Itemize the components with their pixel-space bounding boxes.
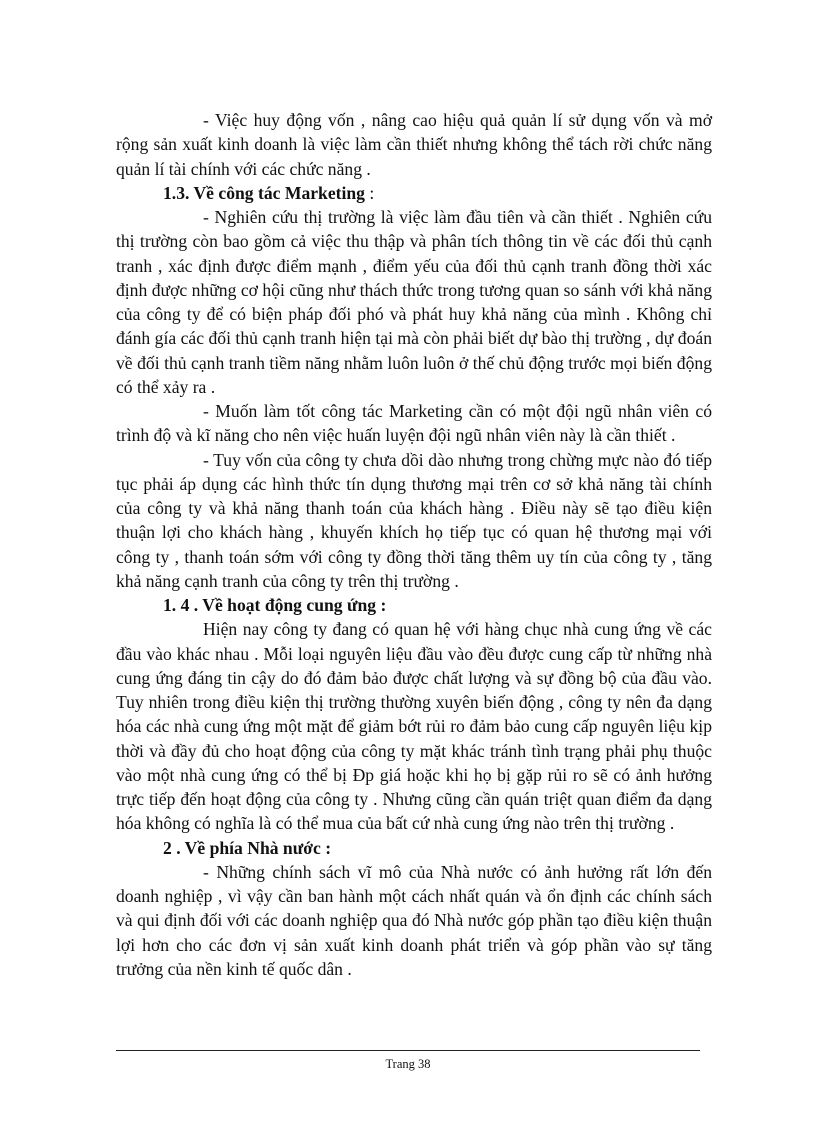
paragraph: - Tuy vốn của công ty chưa dồi dào nhưng trong chừng mực nào đó tiếp tục phải áp dụng các hình thức tín dụng thương mại trên cơ sở khả năng tài chính của công ty và khả năng thanh toán của khách hàng . Điều này sẽ tạo điều kiện thuận lợi cho khách hàng , khuyến khích họ tiếp tục có quan hệ thương mại với công ty , thanh toán sớm với công ty đồng thời tăng thêm uy tín của công ty , tăng khả năng cạnh tranh của công ty trên thị trường . [116,449,712,591]
page-number: Trang 38 [385,1057,431,1071]
footer-divider [116,1050,700,1051]
paragraph: - Việc huy động vốn , nâng cao hiệu quả quản lí sử dụng vốn và mở rộng sản xuất kinh doanh là việc làm cần thiết nhưng không thể tách rời chức năng quản lí tài chính với các chức năng . [116,110,712,179]
paragraph: - Những chính sách vĩ mô của Nhà nước có ảnh hưởng rất lớn đến doanh nghiệp , vì vậy cần ban hành một cách nhất quán và ổn định các chính sách và qui định đối với các doanh nghiệp qua đó Nhà nước góp phần tạo điều kiện thuận lợi hơn cho các đơn vị sản xuất kinh doanh phát triển và góp phần vào sự tăng trưởng của nền kinh tế quốc dân . [116,861,712,979]
paragraph: - Nghiên cứu thị trường là việc làm đầu tiên và cần thiết . Nghiên cứu thị trường còn bao gồm cả việc thu thập và phân tích thông tin về các đối thủ cạnh tranh , xác định được điểm mạnh , điểm yếu của đối thủ cạnh tranh đồng thời xác định được những cơ hội cũng như thách thức trong tương quan so sánh với khả năng của công ty để có biện pháp đối phó và phát huy khả năng của mình . Không chỉ đánh gía các đối thủ cạnh tranh hiện tại mà còn phải biết dự bào thị trường , dự đoán về đối thủ cạnh tranh tiềm năng nhằm luôn luôn ở thế chủ động trước mọi biến động có thể xảy ra . [116,207,712,397]
document-body [116,108,712,981]
section-heading [116,836,712,860]
heading-text: 1.3. Về công tác Marketing [163,182,365,203]
section-heading [116,593,712,617]
section-heading [116,181,712,205]
paragraph: Hiện nay công ty đang có quan hệ với hàng chục nhà cung ứng về các đầu vào khác nhau . Mỗi loại nguyên liệu đầu vào đều được cung cấp từ những nhà cung ứng đáng tin cậy do đó đảm bảo được chất lượng và sự đồng bộ của đầu vào. Tuy nhiên trong điều kiện thị trường thường xuyên biến động , công ty nên đa dạng hóa các nhà cung ứng một mặt để giảm bớt rủi ro đảm bảo cung cấp nguyên liệu kịp thời và đầy đủ cho hoạt động của công ty mặt khác tránh tình trạng phải phụ thuộc vào một nhà cung ứng có thể bị Đp giá hoặc khi họ bị gặp rủi ro sẽ có ảnh hưởng trực tiếp đến hoạt động của công ty . Nhưng cũng cần quán triệt quan điểm đa dạng hóa không có nghĩa là có thể mua của bất cứ nhà cung ứng nào trên thị trường . [116,619,712,834]
heading-suffix: : [364,182,375,203]
paragraph: - Muốn làm tốt công tác Marketing cần có một đội ngũ nhân viên có trình độ và kĩ năng cho nên việc huấn luyện đội ngũ nhân viên này là cần thiết . [116,401,712,446]
heading-text: 1. 4 . Về hoạt động cung ứng : [163,595,387,615]
heading-text: 2 . Về phía Nhà nước : [163,837,332,858]
